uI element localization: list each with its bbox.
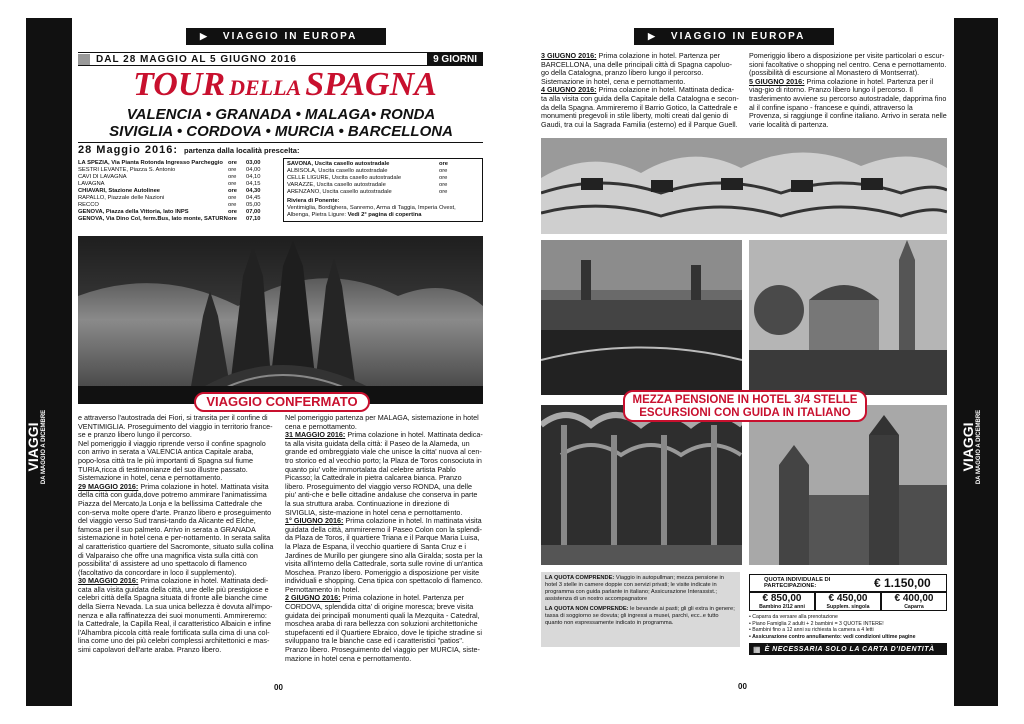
departure-row xyxy=(78,188,273,195)
departure-row xyxy=(78,160,273,167)
departure-time: 03,00 xyxy=(246,160,261,166)
dest-line-1: VALENCIA • GRANADA • MALAGA• RONDA xyxy=(126,106,436,123)
left-col-2 xyxy=(285,414,483,663)
day-text: Prima colazione in hotel. Partenza per CORDOVA, splendida citta' di origine moresca; breve visita guidata dei principali monumenti quali la Mezquita - Catedral, moschea araba di rara bellezza con soluzioni architettoniche stupefacenti ed il Quartiere Ebraico, dove le tipiche stradine si sviluppano tra le bianche case ed i caratteristici "patios". Pranzo libero. Proseguimento del viaggio per MURCIA, siste-mazione in hotel cena e pernottamento. xyxy=(285,593,482,663)
departure-time: 07,10 xyxy=(246,216,261,222)
title-tour: TOUR xyxy=(133,66,226,103)
departure-date: 28 Maggio 2016: xyxy=(78,144,178,156)
departure-row xyxy=(78,167,273,174)
riviera-title: Riviera di Ponente: xyxy=(287,198,340,204)
header-label: VIAGGIO IN EUROPA xyxy=(670,31,806,42)
departure-place: CAVI DI LAVAGNA xyxy=(78,174,127,180)
departures-table-b xyxy=(283,158,483,222)
day-text: Prima colazione in hotel. Mattinata dedi-cata alla visita guidata della città, une delle più prestigiose e celebri città della Spagna situata di fronte alle bianche cime della Sierra Nevada. La sua unica bellezza è dovuta all'impo-nenza e alla raffinatezza dei suoi monumenti. Ammireremo: la Cattedrale, la Capilla Real, il caratteristico Albaicin e infine l'Alhambra piccola città reale fortificata sulla cima di una col-lina come uno dei più celebri complessi architettonici e mas-simi capolavori dell'arte araba. Pranzo libero. xyxy=(78,576,273,655)
departure-row xyxy=(287,168,479,175)
includes-box xyxy=(541,572,740,647)
left-page-number: 00 xyxy=(274,683,283,692)
departure-label: ore xyxy=(439,182,448,188)
departure-label: ore xyxy=(228,181,237,187)
right-col-2 xyxy=(749,52,947,129)
departure-label: ore xyxy=(228,160,238,166)
departure-time: 05,00 xyxy=(246,202,261,208)
departure-row xyxy=(78,209,273,216)
tour-dates: DAL 28 MAGGIO AL 5 GIUGNO 2016 xyxy=(96,53,297,65)
departure-place: LA SPEZIA, Via Pianta Rotonda Ingresso Parcheggio xyxy=(78,160,223,166)
price-value: € 850,00 xyxy=(762,593,802,604)
title-della: DELLA xyxy=(229,75,302,100)
park-guell-illustration xyxy=(749,240,947,395)
casa-mila-illustration xyxy=(541,138,947,234)
day-date: 3 GIUGNO 2016: xyxy=(541,51,597,60)
departure-row xyxy=(78,202,273,209)
r-col1-day2 xyxy=(541,86,739,129)
plaza-espana-illustration xyxy=(541,240,742,395)
departure-place: SAVONA, Uscita casello autostradale xyxy=(287,161,390,167)
departure-place: ALBISOLA, Uscita casello autostradale xyxy=(287,168,388,174)
day-text: Prima colazione in hotel. Mattinata dedica-ta alla visita con guida della Capitale della Catalogna e secon-da della Spagna. Ammireremo il Barrio Gotico, la Cattedrale e monumenti pregevoli in stile liberty, molti creati dal genio di Gaudi, tra cui la Sagrada Familia (esterno) ed il Parque Guell. xyxy=(541,85,739,129)
right-header xyxy=(634,28,834,45)
day-text: Prima colazione in hotel. Partenza per il viag-gio di ritorno. Pranzo libero lungo il percorso. Il trasferimento avviene su percorso autostradale, dapprima fino al il confine ispano - francese e quindi, attraverso la Provenza, si raggiunge il confine italiano. Arrivo in serata nelle varie località di partenza. xyxy=(749,76,947,129)
right-side-title xyxy=(961,402,991,492)
sagrada-familia-photo xyxy=(78,236,483,404)
confirmed-badge: VIAGGIO CONFERMATO xyxy=(194,392,370,412)
mezquita-photo xyxy=(541,405,742,565)
right-page-number: 00 xyxy=(738,682,747,691)
dates-bar xyxy=(78,52,483,66)
sagrada-illustration xyxy=(78,236,483,404)
dest-line-2: SIVIGLIA • CORDOVA • MURCIA • BARCELLONA xyxy=(109,123,453,140)
departure-place: SESTRI LEVANTE, Piazza S. Antonio xyxy=(78,167,176,173)
day-date: 5 GIUGNO 2016: xyxy=(749,76,805,86)
arrow-icon: ▶ xyxy=(200,31,209,41)
price-desc: Caparra xyxy=(904,604,924,610)
day-text: Prima colazione in hotel. Partenza per BARCELLONA, una delle principali città di Spagna capoluo-go della Catalogna, pranzo libero lungo il percorso. Sistemazione in hotel, cena e pernottamento. xyxy=(541,51,732,86)
id-card-icon: ▦ xyxy=(753,644,761,654)
departure-place: CHIAVARI, Stazione Autolinee xyxy=(78,188,161,194)
price-cell xyxy=(815,592,881,611)
departure-row xyxy=(78,181,273,188)
gray-square xyxy=(78,54,90,65)
departure-label: ore xyxy=(439,161,449,167)
side-big-label: VIAGGI xyxy=(25,422,41,472)
departure-time: 07,00 xyxy=(246,209,261,215)
day-date: 2 GIUGNO 2016: xyxy=(285,593,341,603)
departure-label: ore xyxy=(439,168,448,174)
includes-para xyxy=(545,575,736,603)
day-date: 1° GIUGNO 2016: xyxy=(285,516,344,526)
valencia-cathedral-photo xyxy=(749,405,947,565)
day-text: Prima colazione in hotel. Mattinata visita della città con guida,dove potremo ammirare l'animatissima Piazza del Mercato,la Lonja e la bellissima Cattedrale che con-serva molte opere d'arte. Pranzo libero e proseguimento del viaggio verso Sud transi-tando da Alicante ed Elche, famosa per il suo palmeto. Arrivo in serata a GRANADA sistemazione in hotel cena e per-nottamento. In serata salita al caratteristico quartiere del Sacromonte, situato sulla collina di Valparaiso che offre una magnifica vista sulla città con possibilita' di assistere ad uno spettacolo di flamenco (facoltativo da concordare in loco il supplemento). xyxy=(78,481,274,577)
departure-time: 04,15 xyxy=(246,181,261,187)
price-main-row xyxy=(749,574,947,592)
col1-valencia: Nel pomeriggio il viaggio riprende verso il confine spagnolo con arrivo in serata a VALENCIA antica Capitale araba, popo-losa città tra le più importanti di Spagna sul fiume TURIA,ricca di testimonianze del suo illustre passato. Sistemazione in hotel, cena e pernottamento. xyxy=(78,438,266,483)
day-date: 29 MAGGIO 2016: xyxy=(78,481,139,491)
valencia-illustration xyxy=(749,405,947,565)
left-side-title xyxy=(26,402,56,492)
departure-row xyxy=(287,182,479,189)
price-label: QUOTA INDIVIDUALE DI PARTECIPAZIONE: xyxy=(764,577,831,589)
col2-day1 xyxy=(285,431,483,517)
departure-place: LAVAGNA xyxy=(78,181,105,187)
riviera-ref: Vedi 2° pagina di copertina xyxy=(347,212,422,218)
price-note: • Bambini fino a 12 anni su richiesta la camera a 4 letti xyxy=(749,627,874,634)
departure-note: partenza dalla località prescelta: xyxy=(183,146,300,155)
right-side-bar xyxy=(954,18,998,706)
col1-day2 xyxy=(78,577,274,654)
includes-title: LA QUOTA COMPRENDE: xyxy=(545,575,615,581)
col2-day3 xyxy=(285,594,483,663)
side-small-label: DA MAGGIO A DICEMBRE xyxy=(41,409,47,485)
day-date: 4 GIUGNO 2016: xyxy=(541,85,597,95)
col1-intro: e attraverso l'autostrada dei Fiori, si transita per il confine di VENTIMIGLIA. Proseguimento del viaggio in territorio france-se e pranzo libero lungo il percorso. xyxy=(78,413,273,440)
r-col2-text: Pomeriggio libero a disposizione per visite particolari o escur-sioni facoltative o shopping nel centro. Cena e pernottamento. (possibilità di escursione al Monastero di Montserrat). xyxy=(749,51,947,78)
departure-row xyxy=(287,175,479,182)
price-value: € 450,00 xyxy=(828,593,868,604)
departure-time: 04,10 xyxy=(246,174,261,180)
departure-time: 04,45 xyxy=(246,195,261,201)
departure-label: ore xyxy=(228,202,237,208)
id-card-bar xyxy=(749,643,947,655)
park-guell-photo xyxy=(749,240,947,395)
departure-row xyxy=(78,216,273,223)
half-board-banner xyxy=(623,390,867,422)
side-big-label: VIAGGI xyxy=(960,422,976,472)
excludes-title: LA QUOTA NON COMPRENDE: xyxy=(545,606,629,612)
price-cell xyxy=(881,592,947,611)
departure-place: RAPALLO, Piazzale delle Nazioni xyxy=(78,195,165,201)
departure-label: ore xyxy=(439,175,448,181)
price-note: • Assicurazione contro annullamento: vedi condizioni ultime pagine xyxy=(749,633,916,640)
departure-label: ore xyxy=(439,189,448,195)
price-desc: Bambino 2/12 anni xyxy=(759,604,805,610)
plaza-espana-photo xyxy=(541,240,742,395)
price-desc: Supplem. singola xyxy=(826,604,870,610)
banner-line-2: ESCURSIONI CON GUIDA IN ITALIANO xyxy=(639,407,851,419)
departure-place: ARENZANO, Uscita casello autostradale xyxy=(287,189,392,195)
departure-place: GENOVA, Piazza della Vittoria, lato INPS xyxy=(78,209,189,215)
departures-table-a xyxy=(78,160,273,223)
departure-label: ore xyxy=(228,216,238,222)
day-text: Prima colazione in hotel. In mattinata visita guidata della città, ammireremo il Paseo Colon con la splendi-da Plaza de Toros, il quartiere Triana e il Parque Maria Luisa, la Plaza de Espana, il vecchio quartiere di Santa Cruz e i Jardines de Murillo per giungere sino alla Giralda; sosta per la visita all'interno della Cattedrale, sorta sulle rovine di un'antica Moschea. Pranzo libero. Pomeriggio a disposizione per visite individuali e shopping. Cena tipica con spettacolo di flamenco. Pernottamento in hotel. xyxy=(285,516,483,594)
departure-place: RECCO xyxy=(78,202,99,208)
departure-row xyxy=(78,174,273,181)
price-note: • Caparra da versare alla prenotazione xyxy=(749,614,838,620)
departure-time: 04,00 xyxy=(246,167,261,173)
departure-place: VARAZZE, Uscita casello autostradale xyxy=(287,182,386,188)
price-main: € 1.150,00 xyxy=(874,576,931,590)
r-col1-day1 xyxy=(541,52,739,86)
id-card-text: È NECESSARIA SOLO LA CARTA D'IDENTITÀ xyxy=(764,645,935,653)
riviera-places: Ventimiglia, Bordighera, Sanremo, Arma di Taggia, Imperia Ovest, Albenga, Pietra Ligure: xyxy=(287,205,456,218)
left-col-1 xyxy=(78,414,274,655)
price-value: € 400,00 xyxy=(894,593,934,604)
col1-day1 xyxy=(78,483,274,578)
price-cell xyxy=(749,592,815,611)
mezquita-illustration xyxy=(541,405,742,565)
departure-label: ore xyxy=(228,167,237,173)
price-table xyxy=(749,574,947,655)
excludes-text: le bevande ai pasti; gli gli extra in genere; tassa di soggiorno se dovuta; gli ingressi a musei, parchi, ecc..e tutto quanto non espressamente indicato in programma. xyxy=(545,606,735,626)
casa-mila-photo xyxy=(541,138,947,234)
banner-line-1: MEZZA PENSIONE IN HOTEL 3/4 STELLE xyxy=(632,394,858,406)
day-date: 30 MAGGIO 2016: xyxy=(78,576,139,586)
left-header xyxy=(186,28,386,45)
title-spagna: SPAGNA xyxy=(305,66,437,103)
departures-b-rows xyxy=(287,161,479,196)
price-notes xyxy=(749,614,947,640)
price-note: • Piano Famiglia 2 adulti + 2 bambini = 3 QUOTE INTERE! xyxy=(749,620,884,627)
r-col2-day1 xyxy=(749,78,947,130)
departure-place: CELLE LIGURE, Uscita casello autostradale xyxy=(287,175,402,181)
departure-label: ore xyxy=(228,209,238,215)
departure-heading xyxy=(78,142,483,156)
riviera-text xyxy=(287,205,479,219)
departure-label: ore xyxy=(228,195,237,201)
departure-row xyxy=(78,195,273,202)
col2-intro: Nel pomeriggio partenza per MALAGA, sistemazione in hotel cena e pernottamento. xyxy=(285,413,479,431)
day-date: 31 MAGGIO 2016: xyxy=(285,430,346,440)
right-col-1 xyxy=(541,52,739,129)
departure-row xyxy=(287,161,479,168)
arrow-icon: ▶ xyxy=(648,31,657,41)
destinations xyxy=(86,106,476,140)
day-text: Prima colazione in hotel. Mattinata dedica-ta alla visita guidata della città: il Paseo de la Alameda, un grande ed ombreggiato viale che unisce la citta' nuova al cen-tro storico ed al vecchio porto; la Plaza de Toros consociuta in quanto piu' volte immortalata dal celebre artista Pablo Picasso; la Cattedrale in pietra calcarea bianca. Pranzo libero. Proseguimento del viaggio verso RONDA, una delle piu' anti-che e belle cittadine andaluse che conserva in parte la sua struttura araba. Continuazione in direzione di SIVIGLIA, siste-mazione in hotel cena e pernottamento. xyxy=(285,430,483,517)
side-small-label: DA MAGGIO A DICEMBRE xyxy=(976,409,982,485)
tour-title xyxy=(110,66,460,106)
days-badge: 9 GIORNI xyxy=(427,53,483,66)
departure-place: GENOVA, Via Dino Col, ferm.Bus, lato monte, SATURN xyxy=(78,216,228,222)
excludes-para xyxy=(545,606,736,627)
header-label: VIAGGIO IN EUROPA xyxy=(222,31,358,42)
col2-day2 xyxy=(285,517,483,594)
departure-row xyxy=(287,189,479,196)
departure-label: ore xyxy=(228,188,238,194)
left-side-bar xyxy=(26,18,72,706)
departure-label: ore xyxy=(228,174,237,180)
departure-time: 04,30 xyxy=(246,188,261,194)
price-sub-row xyxy=(749,592,947,611)
includes-text: Viaggio in autopullman; mezza pensione in hotel 3 stelle in camere doppie con servizi privati; le visite indicate in programma con guida parlante in italiano; Assicurazione Interassist.; assistenza di un nostro accompagnatore xyxy=(545,575,724,602)
